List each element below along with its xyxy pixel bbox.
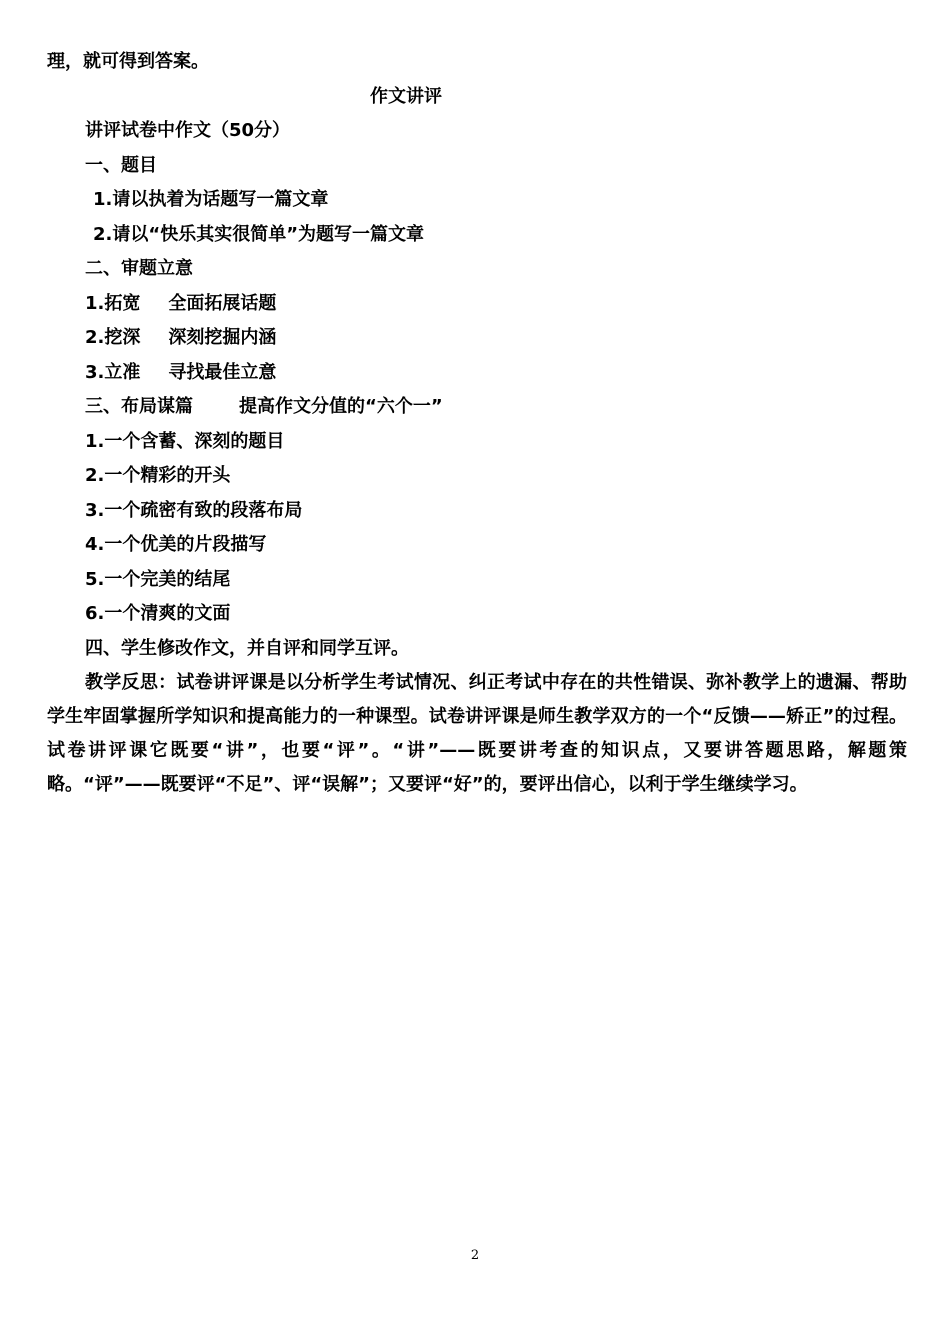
section3-item-1: 1.一个含蓄、深刻的题目 [85, 431, 285, 452]
page-number: 2 [470, 1248, 480, 1263]
section3-item-6: 6.一个清爽的文面 [85, 603, 231, 624]
section3-item-4: 4.一个优美的片段描写 [85, 534, 267, 555]
section2-item-1-label: 1.拓宽 [85, 293, 141, 314]
page-title: 作文讲评 [370, 86, 442, 107]
section2-item-3 [85, 361, 276, 385]
section4-heading: 四、学生修改作文，并自评和同学互评。 [85, 638, 409, 659]
section2-heading: 二、审题立意 [85, 258, 193, 279]
section2-item-3-desc: 寻找最佳立意 [168, 362, 277, 383]
section2-item-2-label: 2.挖深 [85, 327, 141, 348]
section3-item-5: 5.一个完美的结尾 [85, 569, 231, 590]
section2-item-2-desc: 深刻挖掘内涵 [168, 327, 277, 348]
section2-item-2 [85, 326, 276, 350]
section3-heading-row [85, 395, 443, 419]
continuation-text: 理，就可得到答案。 [47, 51, 209, 72]
section2-item-3-label: 3.立准 [85, 362, 141, 383]
section2-item-1 [85, 292, 276, 316]
section3-heading: 三、布局谋篇 [85, 396, 193, 417]
intro-line: 讲评试卷中作文（50分） [85, 120, 291, 141]
section2-item-1-desc: 全面拓展话题 [168, 293, 277, 314]
teaching-reflection: 教学反思：试卷讲评课是以分析学生考试情况、纠正考试中存在的共性错误、弥补教学上的遗漏、帮助学生牢固掌握所学知识和提高能力的一种课型。试卷讲评课是师生教学双方的一个“反馈——矫正”的过程。试卷讲评课它既要“讲”，也要“评”。“讲”——既要讲考查的知识点，又要讲答题思路，解题策略。“评”——既要评“不足”、评“误解”；又要评“好”的，要评出信心，以利于学生继续学习。 [47, 672, 907, 795]
section1-heading: 一、题目 [85, 155, 157, 176]
section1-item-2: 2.请以“快乐其实很简单”为题写一篇文章 [93, 224, 425, 245]
section3-item-2: 2.一个精彩的开头 [85, 465, 231, 486]
section3-subheading: 提高作文分值的“六个一” [239, 396, 443, 417]
section1-item-1: 1.请以执着为话题写一篇文章 [93, 189, 329, 210]
section3-item-3: 3.一个疏密有致的段落布局 [85, 500, 303, 521]
